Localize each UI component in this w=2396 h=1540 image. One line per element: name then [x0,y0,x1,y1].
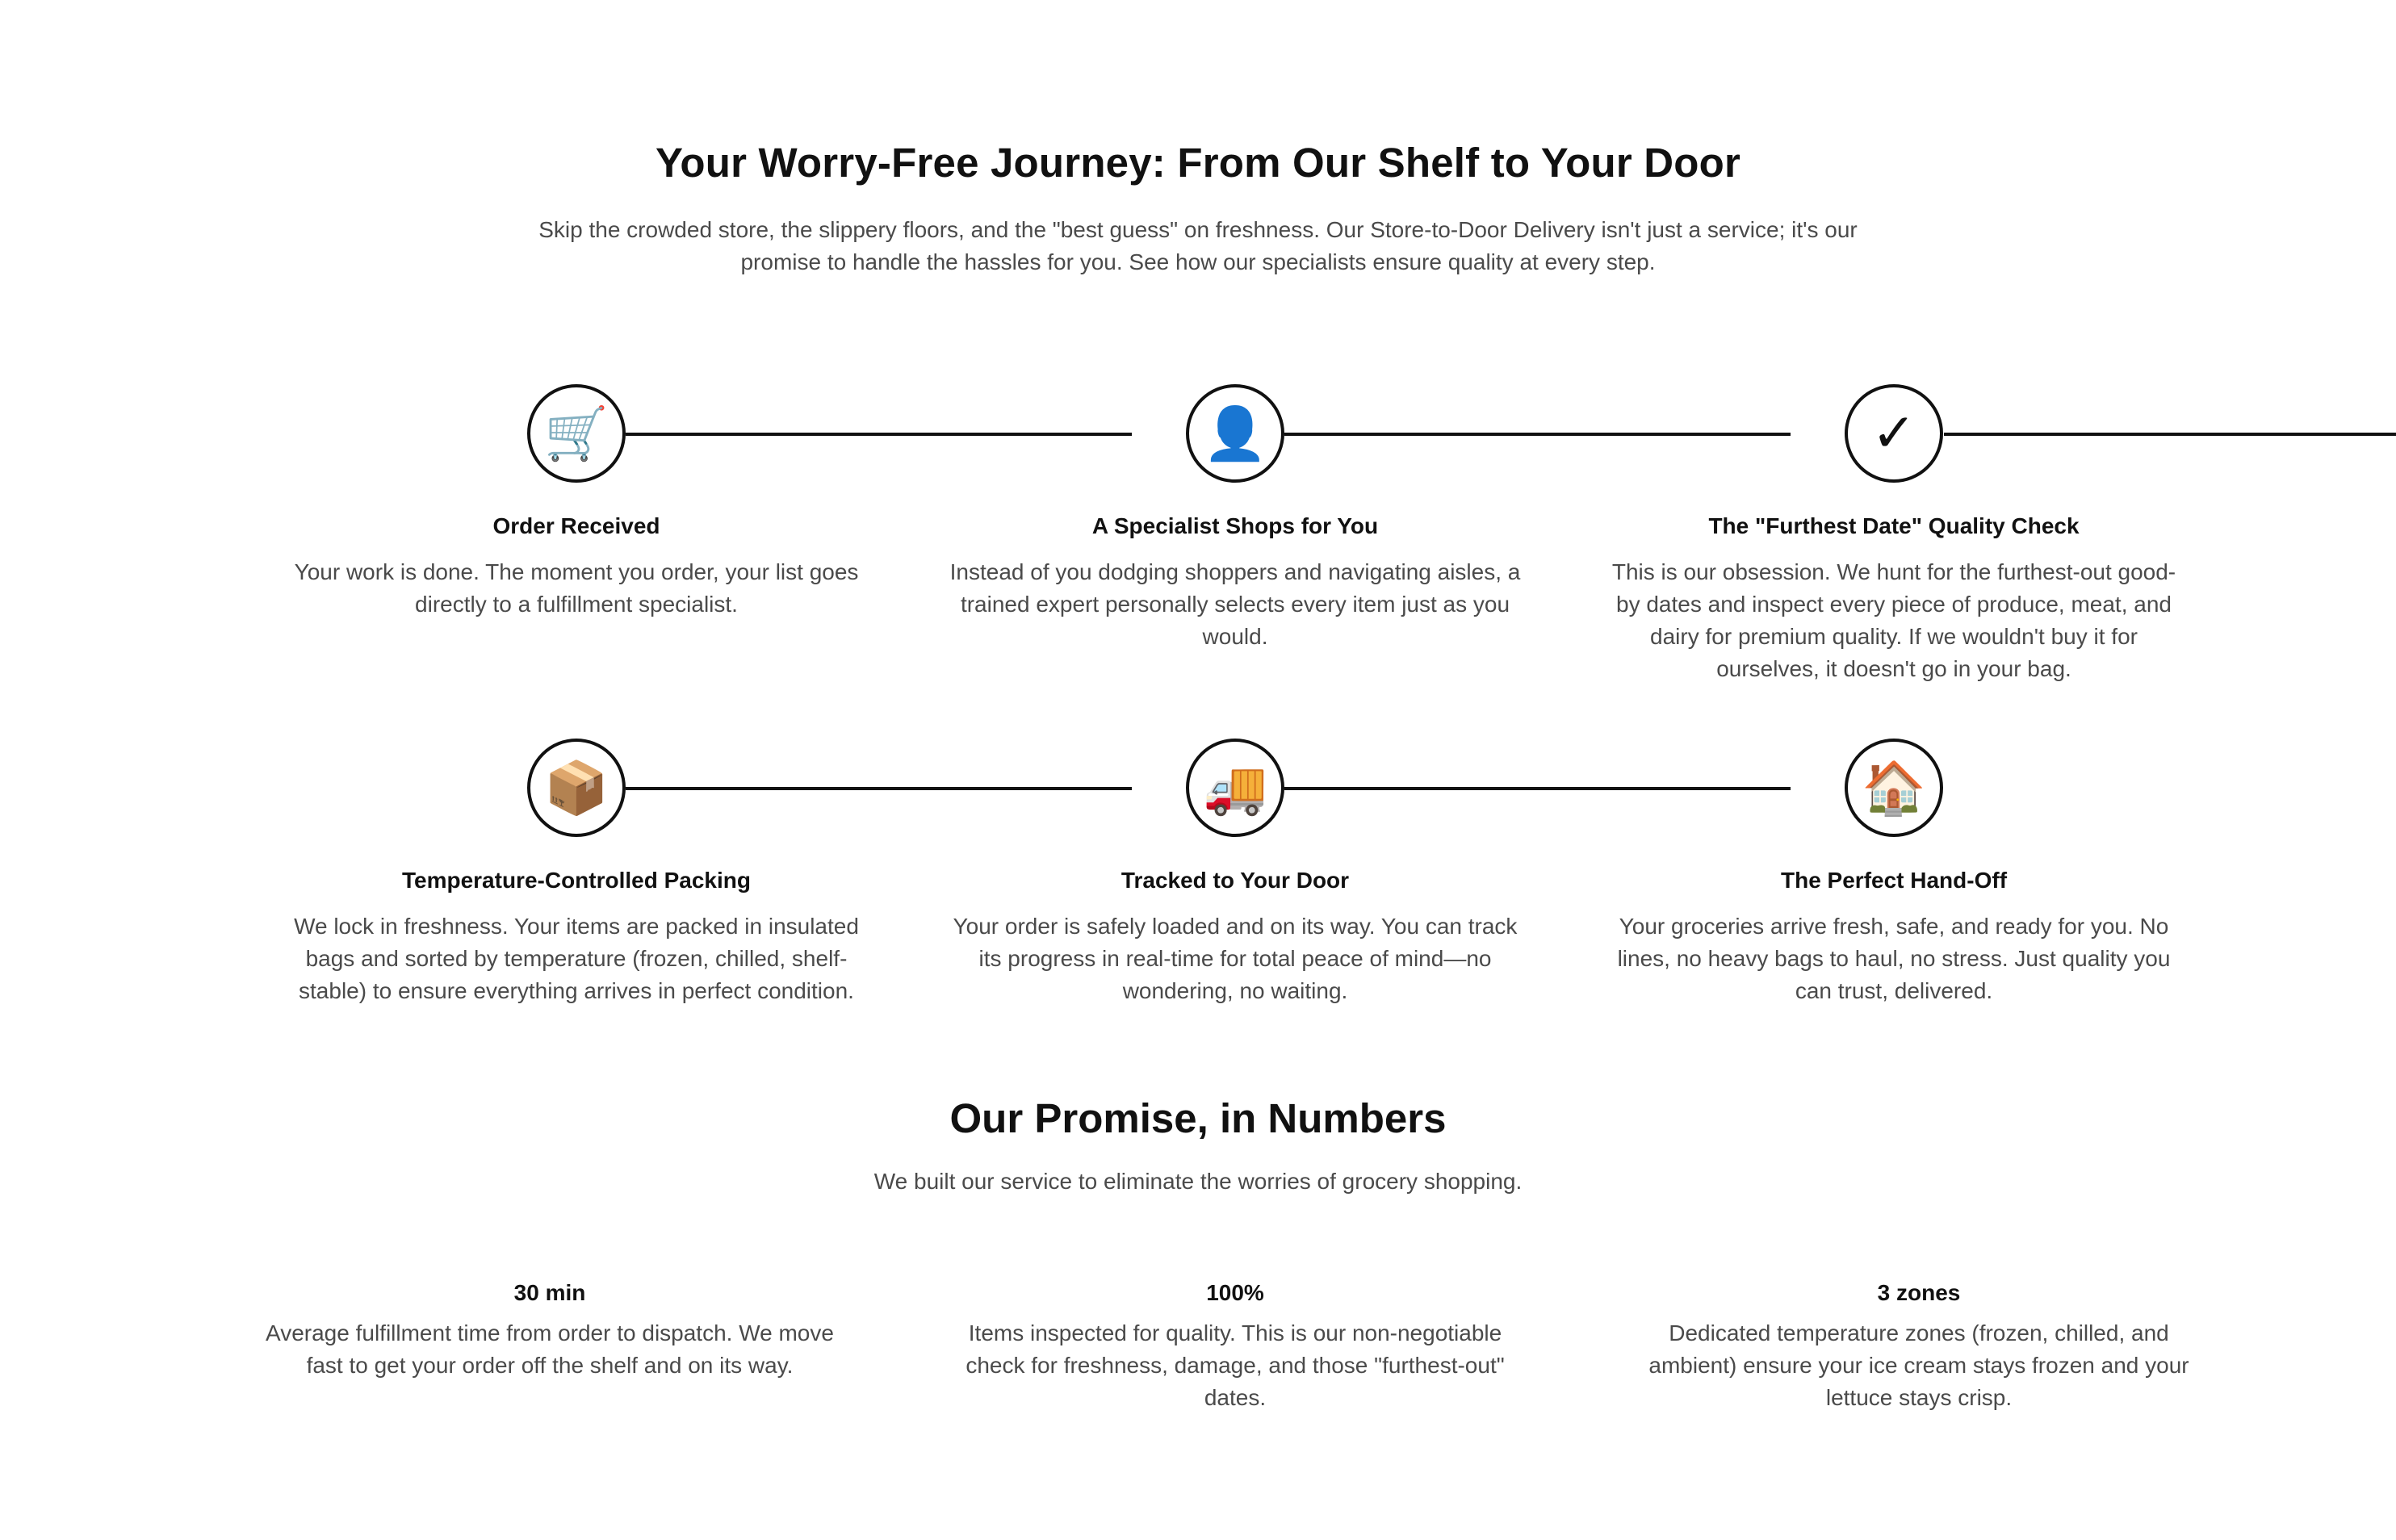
checkmark-icon [1845,384,1943,483]
step-description: Your work is done. The moment you order, your list goes directly to a fulfillment specialist. [294,559,859,617]
step-title: The Perfect Hand-Off [1780,868,2008,893]
step-glyph: 📦 [544,759,609,817]
step-title: Tracked to Your Door [1121,868,1350,893]
step-description: Instead of you dodging shoppers and navigating aisles, a trained expert personally selects every item just as you would. [949,559,1521,649]
delivery-truck-icon [1186,739,1284,837]
step-glyph: 🏠 [1862,759,1926,817]
stat-description: Items inspected for quality. This is our non-negotiable check for freshness, damage, and those "furthest-out" dates. [966,1320,1505,1410]
step-connector [1284,433,1791,436]
package-box-icon [527,739,626,837]
step-title: The "Furthest Date" Quality Check [1708,513,2080,538]
stat-value: 3 zones [1877,1280,1961,1305]
step-connector [1944,433,2396,436]
step-glyph: 👤 [1203,404,1267,462]
person-silhouette-icon [1186,384,1284,483]
step-glyph: 🚚 [1203,759,1267,817]
step-connector [1284,787,1791,790]
step-description: Your order is safely loaded and on its way. You can track its progress in real-time for total peace of mind—no wondering, no waiting. [953,914,1518,1003]
stat-description: Dedicated temperature zones (frozen, chilled, and ambient) ensure your ice cream stays frozen and your lettuce stays crisp. [1648,1320,2189,1410]
shopping-cart-icon [527,384,626,483]
step-glyph: 🛒 [544,404,609,462]
promise-subtitle: We built our service to eliminate the worries of grocery shopping. [873,1169,1523,1194]
step-connector [626,787,1132,790]
house-icon [1845,739,1943,837]
hero-title: Your Worry-Free Journey: From Our Shelf to Your Door [655,140,1741,186]
step-description: Your groceries arrive fresh, safe, and ready for you. No lines, no heavy bags to haul, no stress. Just quality you can trust, delivered. [1617,914,2171,1003]
stat-description: Average fulfillment time from order to dispatch. We move fast to get your order off the shelf and on its way. [266,1320,834,1378]
hero-subtitle: Skip the crowded store, the slippery floors, and the "best guess" on freshness. Our Store-to-Door Delivery isn't just a service; it's our promise to handle the hassles for you. See how our specialists ensure quality at every step. [538,217,1858,274]
stat-value: 100% [1206,1280,1264,1305]
step-description: This is our obsession. We hunt for the furthest-out good-by dates and inspect every piece of produce, meat, and dairy for premium quality. If we wouldn't buy it for ourselves, it doesn't go in your bag. [1611,559,2176,681]
step-title: Temperature-Controlled Packing [401,868,751,893]
promise-title: Our Promise, in Numbers [949,1095,1447,1141]
step-description: We lock in freshness. Your items are packed in insulated bags and sorted by temperature (frozen, chilled, shelf-stable) to ensure everything arrives in perfect condition. [294,914,859,1003]
stat-value: 30 min [513,1280,586,1305]
step-glyph: ✓ [1871,402,1916,464]
step-title: A Specialist Shops for You [1091,513,1379,538]
step-connector [626,433,1132,436]
step-title: Order Received [492,513,660,538]
